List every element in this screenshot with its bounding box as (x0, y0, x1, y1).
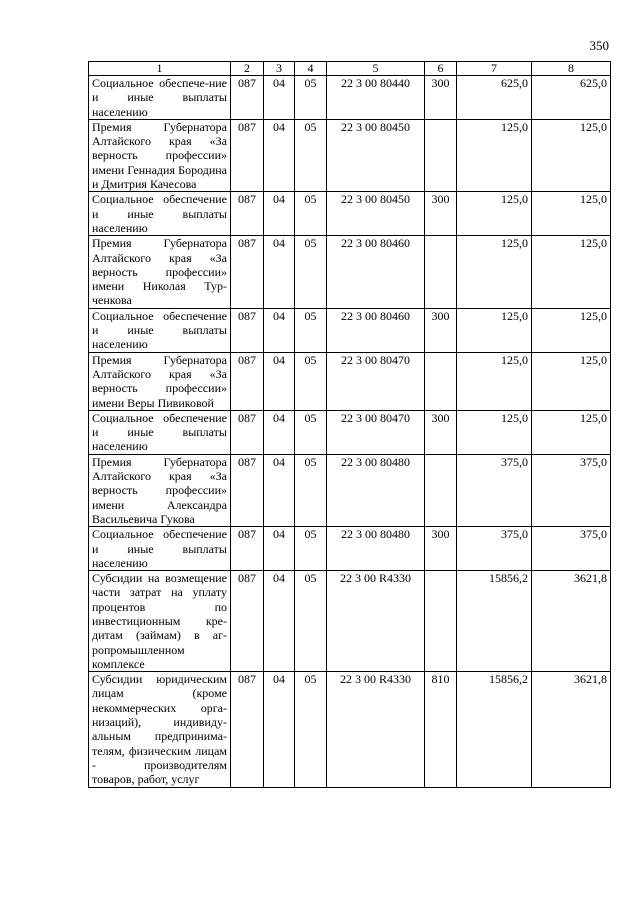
cell-amount-year1: 15856,2 (457, 672, 532, 787)
cell-section: 04 (264, 236, 295, 308)
column-header-8: 8 (532, 62, 611, 76)
cell-target-article: 22 3 00 80450 (327, 192, 425, 236)
cell-target-article: 22 3 00 80460 (327, 308, 425, 352)
cell-section: 04 (264, 571, 295, 672)
cell-amount-year1: 375,0 (457, 454, 532, 526)
cell-target-article: 22 3 00 80480 (327, 454, 425, 526)
cell-target-article: 22 3 00 80440 (327, 76, 425, 120)
cell-section: 04 (264, 454, 295, 526)
cell-department: 087 (231, 236, 264, 308)
cell-department: 087 (231, 454, 264, 526)
cell-name: Социальное обеспечение и иные выплаты населению (89, 527, 231, 571)
table-row (89, 236, 611, 308)
cell-expense-type (425, 352, 457, 410)
cell-expense-type (425, 454, 457, 526)
cell-name: Субсидии на возмещение части затрат на уплату процентов по инвестиционным кредитам (займам) в агропромышленном комплексе (89, 571, 231, 672)
column-header-3: 3 (264, 62, 295, 76)
cell-amount-year2: 625,0 (532, 76, 611, 120)
page-number: 350 (589, 38, 609, 53)
cell-name: Социальное обеспечение и иные выплаты населению (89, 308, 231, 352)
cell-name: Социальное обеспечение и иные выплаты населению (89, 410, 231, 454)
column-header-5: 5 (327, 62, 425, 76)
cell-subsection: 05 (295, 192, 327, 236)
table-row (89, 527, 611, 571)
cell-expense-type: 810 (425, 672, 457, 787)
cell-section: 04 (264, 527, 295, 571)
cell-subsection: 05 (295, 571, 327, 672)
column-header-7: 7 (457, 62, 532, 76)
cell-amount-year2: 125,0 (532, 119, 611, 191)
cell-amount-year2: 125,0 (532, 308, 611, 352)
cell-amount-year1: 125,0 (457, 192, 532, 236)
table-row (89, 352, 611, 410)
cell-expense-type: 300 (425, 308, 457, 352)
cell-department: 087 (231, 527, 264, 571)
cell-target-article: 22 3 00 80460 (327, 236, 425, 308)
table-row (89, 76, 611, 120)
cell-amount-year2: 125,0 (532, 192, 611, 236)
cell-subsection: 05 (295, 352, 327, 410)
cell-subsection: 05 (295, 527, 327, 571)
cell-amount-year1: 375,0 (457, 527, 532, 571)
cell-target-article: 22 3 00 80450 (327, 119, 425, 191)
cell-amount-year2: 3621,8 (532, 672, 611, 787)
cell-expense-type: 300 (425, 76, 457, 120)
column-header-6: 6 (425, 62, 457, 76)
cell-amount-year2: 375,0 (532, 527, 611, 571)
column-header-1: 1 (89, 62, 231, 76)
cell-expense-type: 300 (425, 410, 457, 454)
cell-target-article: 22 3 00 80470 (327, 352, 425, 410)
cell-section: 04 (264, 119, 295, 191)
cell-amount-year1: 125,0 (457, 308, 532, 352)
cell-department: 087 (231, 308, 264, 352)
cell-name: Премия Губернатора Алтайского края «За верность профессии» имени Веры Пивиковой (89, 352, 231, 410)
cell-target-article: 22 3 00 80480 (327, 527, 425, 571)
budget-table (88, 61, 611, 788)
cell-name: Социальное обеспече-ние и иные выплаты населению (89, 76, 231, 120)
cell-amount-year2: 3621,8 (532, 571, 611, 672)
table-row (89, 672, 611, 787)
cell-expense-type: 300 (425, 527, 457, 571)
cell-target-article: 22 3 00 R4330 (327, 571, 425, 672)
cell-amount-year2: 125,0 (532, 410, 611, 454)
cell-subsection: 05 (295, 454, 327, 526)
cell-amount-year1: 625,0 (457, 76, 532, 120)
cell-name: Премия Губернатора Алтайского края «За верность профессии» имени Николая Турченкова (89, 236, 231, 308)
cell-name: Социальное обеспечение и иные выплаты населению (89, 192, 231, 236)
cell-section: 04 (264, 672, 295, 787)
table-row (89, 119, 611, 191)
column-header-2: 2 (231, 62, 264, 76)
cell-expense-type (425, 236, 457, 308)
cell-section: 04 (264, 352, 295, 410)
table-row (89, 410, 611, 454)
cell-section: 04 (264, 410, 295, 454)
cell-department: 087 (231, 672, 264, 787)
cell-amount-year1: 125,0 (457, 236, 532, 308)
cell-department: 087 (231, 119, 264, 191)
table-row (89, 571, 611, 672)
cell-subsection: 05 (295, 236, 327, 308)
cell-amount-year1: 15856,2 (457, 571, 532, 672)
cell-department: 087 (231, 352, 264, 410)
cell-target-article: 22 3 00 R4330 (327, 672, 425, 787)
table-body (89, 76, 611, 788)
cell-name: Премия Губернатора Алтайского края «За верность профессии» имени Геннадия Бородина и Дмитрия Качесова (89, 119, 231, 191)
cell-expense-type: 300 (425, 192, 457, 236)
cell-department: 087 (231, 571, 264, 672)
cell-expense-type (425, 571, 457, 672)
cell-department: 087 (231, 76, 264, 120)
cell-amount-year2: 375,0 (532, 454, 611, 526)
table-row (89, 192, 611, 236)
cell-department: 087 (231, 192, 264, 236)
cell-amount-year1: 125,0 (457, 119, 532, 191)
cell-amount-year2: 125,0 (532, 352, 611, 410)
header-row (89, 62, 611, 76)
cell-subsection: 05 (295, 76, 327, 120)
cell-section: 04 (264, 308, 295, 352)
cell-department: 087 (231, 410, 264, 454)
cell-subsection: 05 (295, 119, 327, 191)
cell-expense-type (425, 119, 457, 191)
cell-amount-year1: 125,0 (457, 410, 532, 454)
cell-subsection: 05 (295, 672, 327, 787)
cell-amount-year2: 125,0 (532, 236, 611, 308)
cell-subsection: 05 (295, 410, 327, 454)
cell-section: 04 (264, 192, 295, 236)
cell-target-article: 22 3 00 80470 (327, 410, 425, 454)
cell-amount-year1: 125,0 (457, 352, 532, 410)
cell-subsection: 05 (295, 308, 327, 352)
cell-name: Премия Губернатора Алтайского края «За верность профессии» имени Александра Васильевича Гукова (89, 454, 231, 526)
table-row (89, 454, 611, 526)
column-header-4: 4 (295, 62, 327, 76)
cell-section: 04 (264, 76, 295, 120)
table-row (89, 308, 611, 352)
cell-name: Субсидии юридическим лицам (кроме некоммерческих организаций), индивидуальным предпринимателям, физическим лицам - производителям товаров, работ, услуг (89, 672, 231, 787)
